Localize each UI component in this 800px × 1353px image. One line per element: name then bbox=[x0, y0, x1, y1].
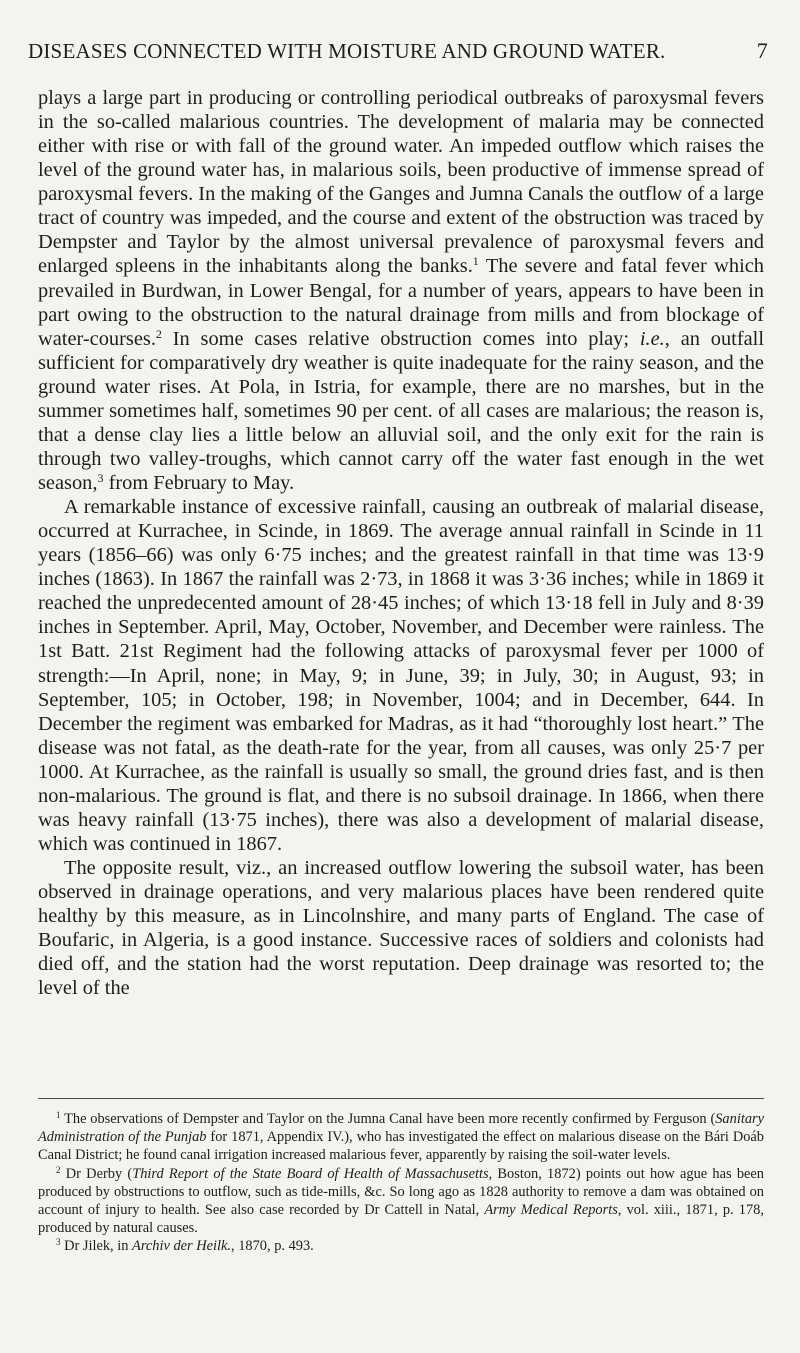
page-header bbox=[28, 34, 768, 68]
paragraph-3: The opposite result, viz., an increased outflow lowering the subsoil water, has been observed in drainage operations, and very malarious places have been rendered quite healthy by this measure, as in Lincolnshire, and many parts of England. The case of Boufaric, in Algeria, is a good instance. Successive races of soldiers and colonists had died off, and the station had the worst reputation. Deep drainage was resorted to; the level of the bbox=[38, 857, 764, 1000]
page-number: 7 bbox=[756, 38, 768, 63]
footnotes bbox=[38, 1110, 764, 1256]
footnote-3: $^3$ Dr Jilek, in Archiv der Heilk., 1870, p. 493. bbox=[56, 1237, 314, 1255]
paragraph-2: A remarkable instance of excessive rainfall, causing an outbreak of malarial disease, occurred at Kurrachee, in Scinde, in 1869. The average annual rainfall in Scinde in 11 years (1856–66) was only 6·75 inches; and the greatest rainfall in that time was 13·9 inches (1863). In 1867 the rainfall was 2·73, in 1868 it was 3·36 inches; while in 1869 it reached the unpredecented amount of 28·45 inches; of which 13·18 fell in July and 8·39 inches in September. April, May, October, November, and December were rainless. The 1st Batt. 21st Regiment had the following attacks of paroxysmal fever per 1000 of strength:—In April, none; in May, 9; in June, 39; in July, 30; in August, 93; in September, 105; in October, 198; in November, 1004; and in December, 644. In December the regiment was embarked for Madras, as it had “thoroughly lost heart.” The disease was not fatal, as the death-rate for the year, from all causes, was only 25·7 per 1000. At Kurrachee, as the rainfall is usually so small, the ground dries fast, and is then non-malarious. The ground is flat, and there is no subsoil drainage. In 1866, when there was heavy rainfall (13·75 inches), there was also a development of malarial disease, which was continued in 1867. bbox=[38, 496, 764, 855]
footnote-marker-1: 1 bbox=[56, 1110, 61, 1120]
footnote-1: $^1$ The observations of Dempster and Taylor on the Jumna Canal have been more recently confirmed by Ferguson (Sanitary Administration of the Punjab for 1871, Appendix IV.), who has investigated the effect on malarious disease on the Bári Doáb Canal District; he found canal irrigation increased malarious fever, apparently by raising the soil-water levels. bbox=[38, 1110, 764, 1164]
footnote-2: $^2$ Dr Derby (Third Report of the State Board of Health of Massachusetts, Boston, 1872) points out how ague has been produced by obstructions to outflow, such as tide-mills, &c. So long ago as 1828 authority to remove a dam was obtained on account of injury to health. See also case recorded by Dr Cattell in Natal, Army Medical Reports, vol. xiii., 1871, p. 178, produced by natural causes. bbox=[38, 1164, 765, 1237]
paragraph-1: plays a large part in producing or controlling periodical outbreaks of paroxysmal fevers in the so-called malarious countries. The development of malaria may be connected either with rise or with fall of the ground water. An impeded outflow which raises the level of the ground water has, in malarious soils, been productive of immense spread of paroxysmal fevers. In the making of the Ganges and Jumna Canals the outflow of a large tract of country was impeded, and the course and extent of the obstruction was traced by Dempster and Taylor by the almost universal prevalence of paroxysmal fevers and enlarged spleens in the inhabitants along the banks.$^1$ The severe and fatal fever which prevailed in Burdwan, in Lower Bengal, for a number of years, appears to have been in part owing to the obstruction to the natural drainage from mills and from blockage of water-courses.$^2$ In some cases relative obstruction comes into play; i.e., an outfall sufficient for comparatively dry weather is quite inadequate for the rainy season, and the ground water rises. At Pola, in Istria, for example, there are no marshes, but in the summer sometimes half, sometimes 90 per cent. of all cases are malarious; the reason is, that a dense clay lies a little below an alluvial soil, and the only exit for the rain is through two valley-troughs, which cannot carry off the water fast enough in the wet season,$^3$ from February to May. bbox=[38, 87, 764, 494]
footnote-ref-1[interactable]: 1 bbox=[472, 254, 479, 269]
footnote-marker-2: 2 bbox=[56, 1164, 61, 1175]
footnote-marker-3: 3 bbox=[56, 1237, 61, 1248]
body-text bbox=[38, 86, 764, 1000]
running-head: DISEASES CONNECTED WITH MOISTURE AND GROUND WATER. bbox=[28, 38, 666, 63]
footnote-divider bbox=[38, 1098, 764, 1099]
footnote-ref-3[interactable]: 3 bbox=[97, 471, 104, 485]
footnote-ref-2[interactable]: 2 bbox=[155, 326, 162, 341]
